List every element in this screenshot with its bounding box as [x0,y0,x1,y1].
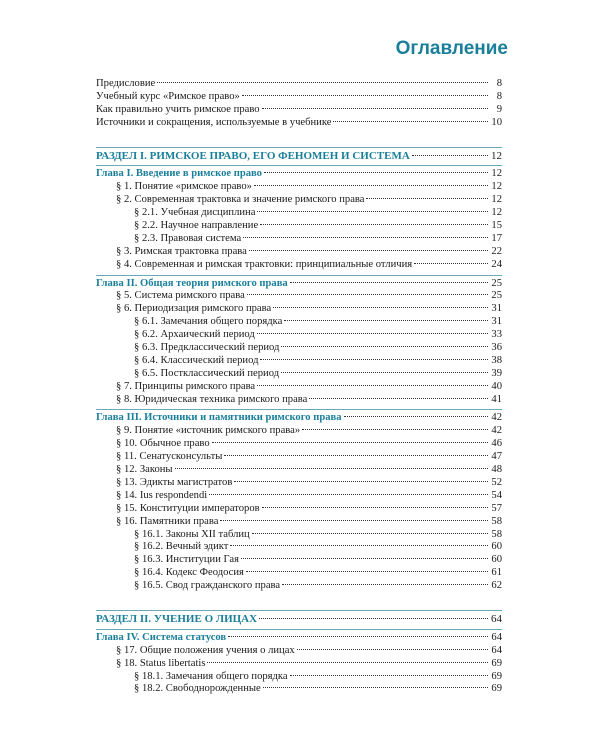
toc-entry[interactable] [96,329,502,342]
toc-entry-page: 47 [491,451,502,463]
toc-entry-page: 36 [491,342,502,354]
toc-entry-page: 69 [491,657,502,669]
toc-entry-title: Глава III. Источники и памятники римского права [96,412,342,424]
toc-entry-page: 52 [491,476,502,488]
toc-entry-page: 69 [491,683,502,695]
toc-entry[interactable] [96,355,502,368]
toc-entry[interactable] [96,529,502,542]
dot-leader [228,636,488,637]
toc-entry[interactable] [96,104,502,117]
toc-entry-page: 38 [491,354,502,366]
toc-entry[interactable] [96,451,502,464]
toc-entry[interactable] [96,278,502,291]
dot-leader [273,307,488,308]
toc-entry-page: 9 [496,103,502,115]
toc-entry[interactable] [96,464,502,477]
dot-leader [281,372,488,373]
toc-entry-page: 60 [491,554,502,566]
toc-entry-page: 39 [491,367,502,379]
toc-entry[interactable] [96,303,502,316]
dot-leader [249,250,488,251]
toc-entry-title: § 16.3. Институции Гая [134,554,239,566]
dot-leader [234,481,488,482]
toc-entry-title: § 16.1. Законы XII таблиц [134,528,250,540]
toc-entry[interactable] [96,613,502,626]
toc-entry-page: 64 [491,612,502,625]
toc-entry[interactable] [96,381,502,394]
toc-entry-page: 12 [491,207,502,219]
toc-entry-title: § 5. Система римского права [116,290,245,302]
dot-leader [230,545,488,546]
toc-entry-page: 58 [491,528,502,540]
toc-entry-title: Предисловие [96,78,156,89]
dot-leader [241,558,488,559]
toc-entry-title: § 14. Ius respondendi [116,489,208,501]
toc-entry-title: § 16.5. Свод гражданского права [134,580,281,592]
toc-entry-page: 8 [496,78,502,89]
toc-entry-page: 31 [491,303,502,315]
toc-entry-title: § 13. Эдикты магистратов [116,476,233,488]
toc-entry-page: 58 [491,515,502,527]
toc-entry[interactable] [96,342,502,355]
toc-entry[interactable] [96,150,502,163]
toc-entry-page: 42 [491,412,502,424]
dot-leader [207,662,488,663]
toc-entry[interactable] [96,438,502,451]
toc-entry-page: 61 [491,567,502,579]
page-title: Оглавление [395,38,508,59]
dot-leader [259,618,488,619]
toc-entry[interactable] [96,683,502,696]
dot-leader [263,687,488,688]
toc-entry-title: § 6. Периодизация римского права [116,303,272,315]
toc-entry[interactable] [96,220,502,233]
toc-entry[interactable] [96,477,502,490]
toc-entry-title: РАЗДЕЛ I. РИМСКОЕ ПРАВО, ЕГО ФЕНОМЕН И СИСТЕМА [96,149,410,162]
toc-entry[interactable] [96,516,502,529]
toc-entry-title: § 16.2. Вечный эдикт [134,541,229,553]
dot-leader [254,185,488,186]
toc-entry[interactable] [96,541,502,554]
toc-entry-page: 64 [491,631,502,643]
toc-entry-title: § 18. Status libertatis [116,657,206,669]
dot-leader [297,649,488,650]
toc-entry[interactable] [96,368,502,381]
table-of-contents [96,78,502,696]
toc-entry[interactable] [96,554,502,567]
dot-leader [224,455,488,456]
dot-leader [242,95,488,96]
toc-entry[interactable] [96,645,502,658]
toc-entry[interactable] [96,168,502,181]
toc-entry-title: § 15. Конституции императоров [116,502,260,514]
toc-entry-title: § 1. Понятие «римское право» [116,181,252,193]
dot-leader [309,398,488,399]
toc-entry-page: 48 [491,464,502,476]
toc-entry[interactable] [96,425,502,438]
toc-entry[interactable] [96,194,502,207]
dot-leader [412,155,488,156]
toc-entry-title: § 2.3. Правовая система [134,232,242,244]
toc-entry-title: § 2.2. Научное направление [134,220,259,232]
toc-entry-title: § 17. Общие положения учения о лицах [116,644,295,656]
dot-leader [247,294,488,295]
toc-entry[interactable] [96,503,502,516]
dot-leader [290,282,488,283]
dot-leader [212,442,488,443]
dot-leader [243,237,488,238]
toc-entry-page: 25 [491,277,502,289]
toc-entry-title: Глава IV. Система статусов [96,631,227,643]
toc-entry-title: § 6.1. Замечания общего порядка [134,316,283,328]
toc-entry-page: 12 [491,194,502,206]
toc-entry[interactable] [96,246,502,259]
dot-leader [157,82,488,83]
separator-line [96,165,502,166]
toc-entry[interactable] [96,671,502,684]
separator-line [96,409,502,410]
toc-entry-title: § 2.1. Учебная дисциплина [134,207,256,219]
toc-entry-page: 25 [491,290,502,302]
toc-entry-page: 60 [491,541,502,553]
separator-line [96,147,502,148]
toc-entry-page: 12 [491,149,502,162]
dot-leader [260,359,488,360]
dot-leader [209,494,488,495]
dot-leader [284,320,488,321]
dot-leader [344,416,488,417]
toc-entry-page: 62 [491,580,502,592]
toc-entry-title: § 6.4. Классический период [134,354,259,366]
dot-leader [366,198,488,199]
toc-entry[interactable] [96,259,502,272]
toc-entry-page: 69 [491,670,502,682]
toc-entry-title: Глава II. Общая теория римского права [96,277,288,289]
toc-entry-page: 33 [491,329,502,341]
dot-leader [257,211,488,212]
dot-leader [260,224,488,225]
toc-entry-title: § 4. Современная и римская трактовки: принципиальные отличия [116,258,413,270]
toc-entry-page: 57 [491,502,502,514]
toc-entry-title: § 18.2. Свободнорожденные [134,683,261,695]
toc-entry[interactable] [96,394,502,407]
dot-leader [246,571,488,572]
dot-leader [252,533,488,534]
dot-leader [220,520,488,521]
toc-entry-title: Учебный курс «Римское право» [96,90,240,102]
toc-entry-title: РАЗДЕЛ II. УЧЕНИЕ О ЛИЦАХ [96,612,258,625]
dot-leader [282,584,488,585]
toc-entry[interactable] [96,91,502,104]
toc-entry-page: 54 [491,489,502,501]
toc-entry-page: 22 [491,245,502,257]
toc-entry-title: § 11. Сенатусконсульты [116,451,223,463]
toc-entry-title: Источники и сокращения, используемые в учебнике [96,116,332,128]
toc-entry-page: 10 [491,116,502,128]
toc-entry-page: 8 [496,90,502,102]
toc-entry-page: 24 [491,258,502,270]
toc-entry-page: 41 [491,393,502,405]
dot-leader [302,429,488,430]
toc-entry-page: 12 [491,181,502,193]
separator-line [96,610,502,611]
toc-entry[interactable] [96,207,502,220]
toc-entry-title: § 10. Обычное право [116,438,210,450]
toc-entry[interactable] [96,181,502,194]
separator-line [96,629,502,630]
toc-entry[interactable] [96,290,502,303]
toc-entry-title: § 18.1. Замечания общего порядка [134,670,288,682]
toc-entry[interactable] [96,316,502,329]
toc-entry-title: § 12. Законы [116,464,173,476]
toc-entry-title: § 2. Современная трактовка и значение римского права [116,194,365,206]
toc-entry-page: 15 [491,220,502,232]
toc-entry-title: § 16.4. Кодекс Феодосия [134,567,244,579]
toc-entry[interactable] [96,632,502,645]
dot-leader [290,675,488,676]
toc-entry-title: § 9. Понятие «источник римского права» [116,425,301,437]
toc-entry-page: 12 [491,168,502,180]
toc-entry-title: Как правильно учить римское право [96,103,260,115]
separator-line [96,275,502,276]
toc-entry-page: 17 [491,232,502,244]
toc-entry[interactable] [96,490,502,503]
toc-entry-title: § 16. Памятники права [116,515,219,527]
toc-entry[interactable] [96,658,502,671]
toc-entry[interactable] [96,412,502,425]
dot-leader [257,333,488,334]
toc-entry-title: § 7. Принципы римского права [116,380,256,392]
toc-entry[interactable] [96,117,502,130]
toc-entry-title: § 6.5. Постклассический период [134,367,280,379]
toc-entry[interactable] [96,567,502,580]
toc-entry-title: § 6.3. Предклассический период [134,342,280,354]
toc-entry-title: § 3. Римская трактовка права [116,245,247,257]
toc-entry-page: 64 [491,644,502,656]
toc-entry[interactable] [96,580,502,593]
dot-leader [281,346,488,347]
toc-entry[interactable] [96,233,502,246]
toc-entry-page: 40 [491,380,502,392]
toc-entry-page: 31 [491,316,502,328]
dot-leader [262,507,488,508]
toc-entry-title: § 6.2. Архаический период [134,329,255,341]
toc-entry-page: 46 [491,438,502,450]
dot-leader [262,108,488,109]
dot-leader [257,385,488,386]
dot-leader [414,263,488,264]
dot-leader [175,468,488,469]
toc-entry-page: 42 [491,425,502,437]
toc-entry[interactable] [96,78,502,91]
dot-leader [264,172,488,173]
toc-entry-title: § 8. Юридическая техника римского права [116,393,308,405]
dot-leader [333,121,488,122]
toc-entry-title: Глава I. Введение в римское право [96,168,262,180]
